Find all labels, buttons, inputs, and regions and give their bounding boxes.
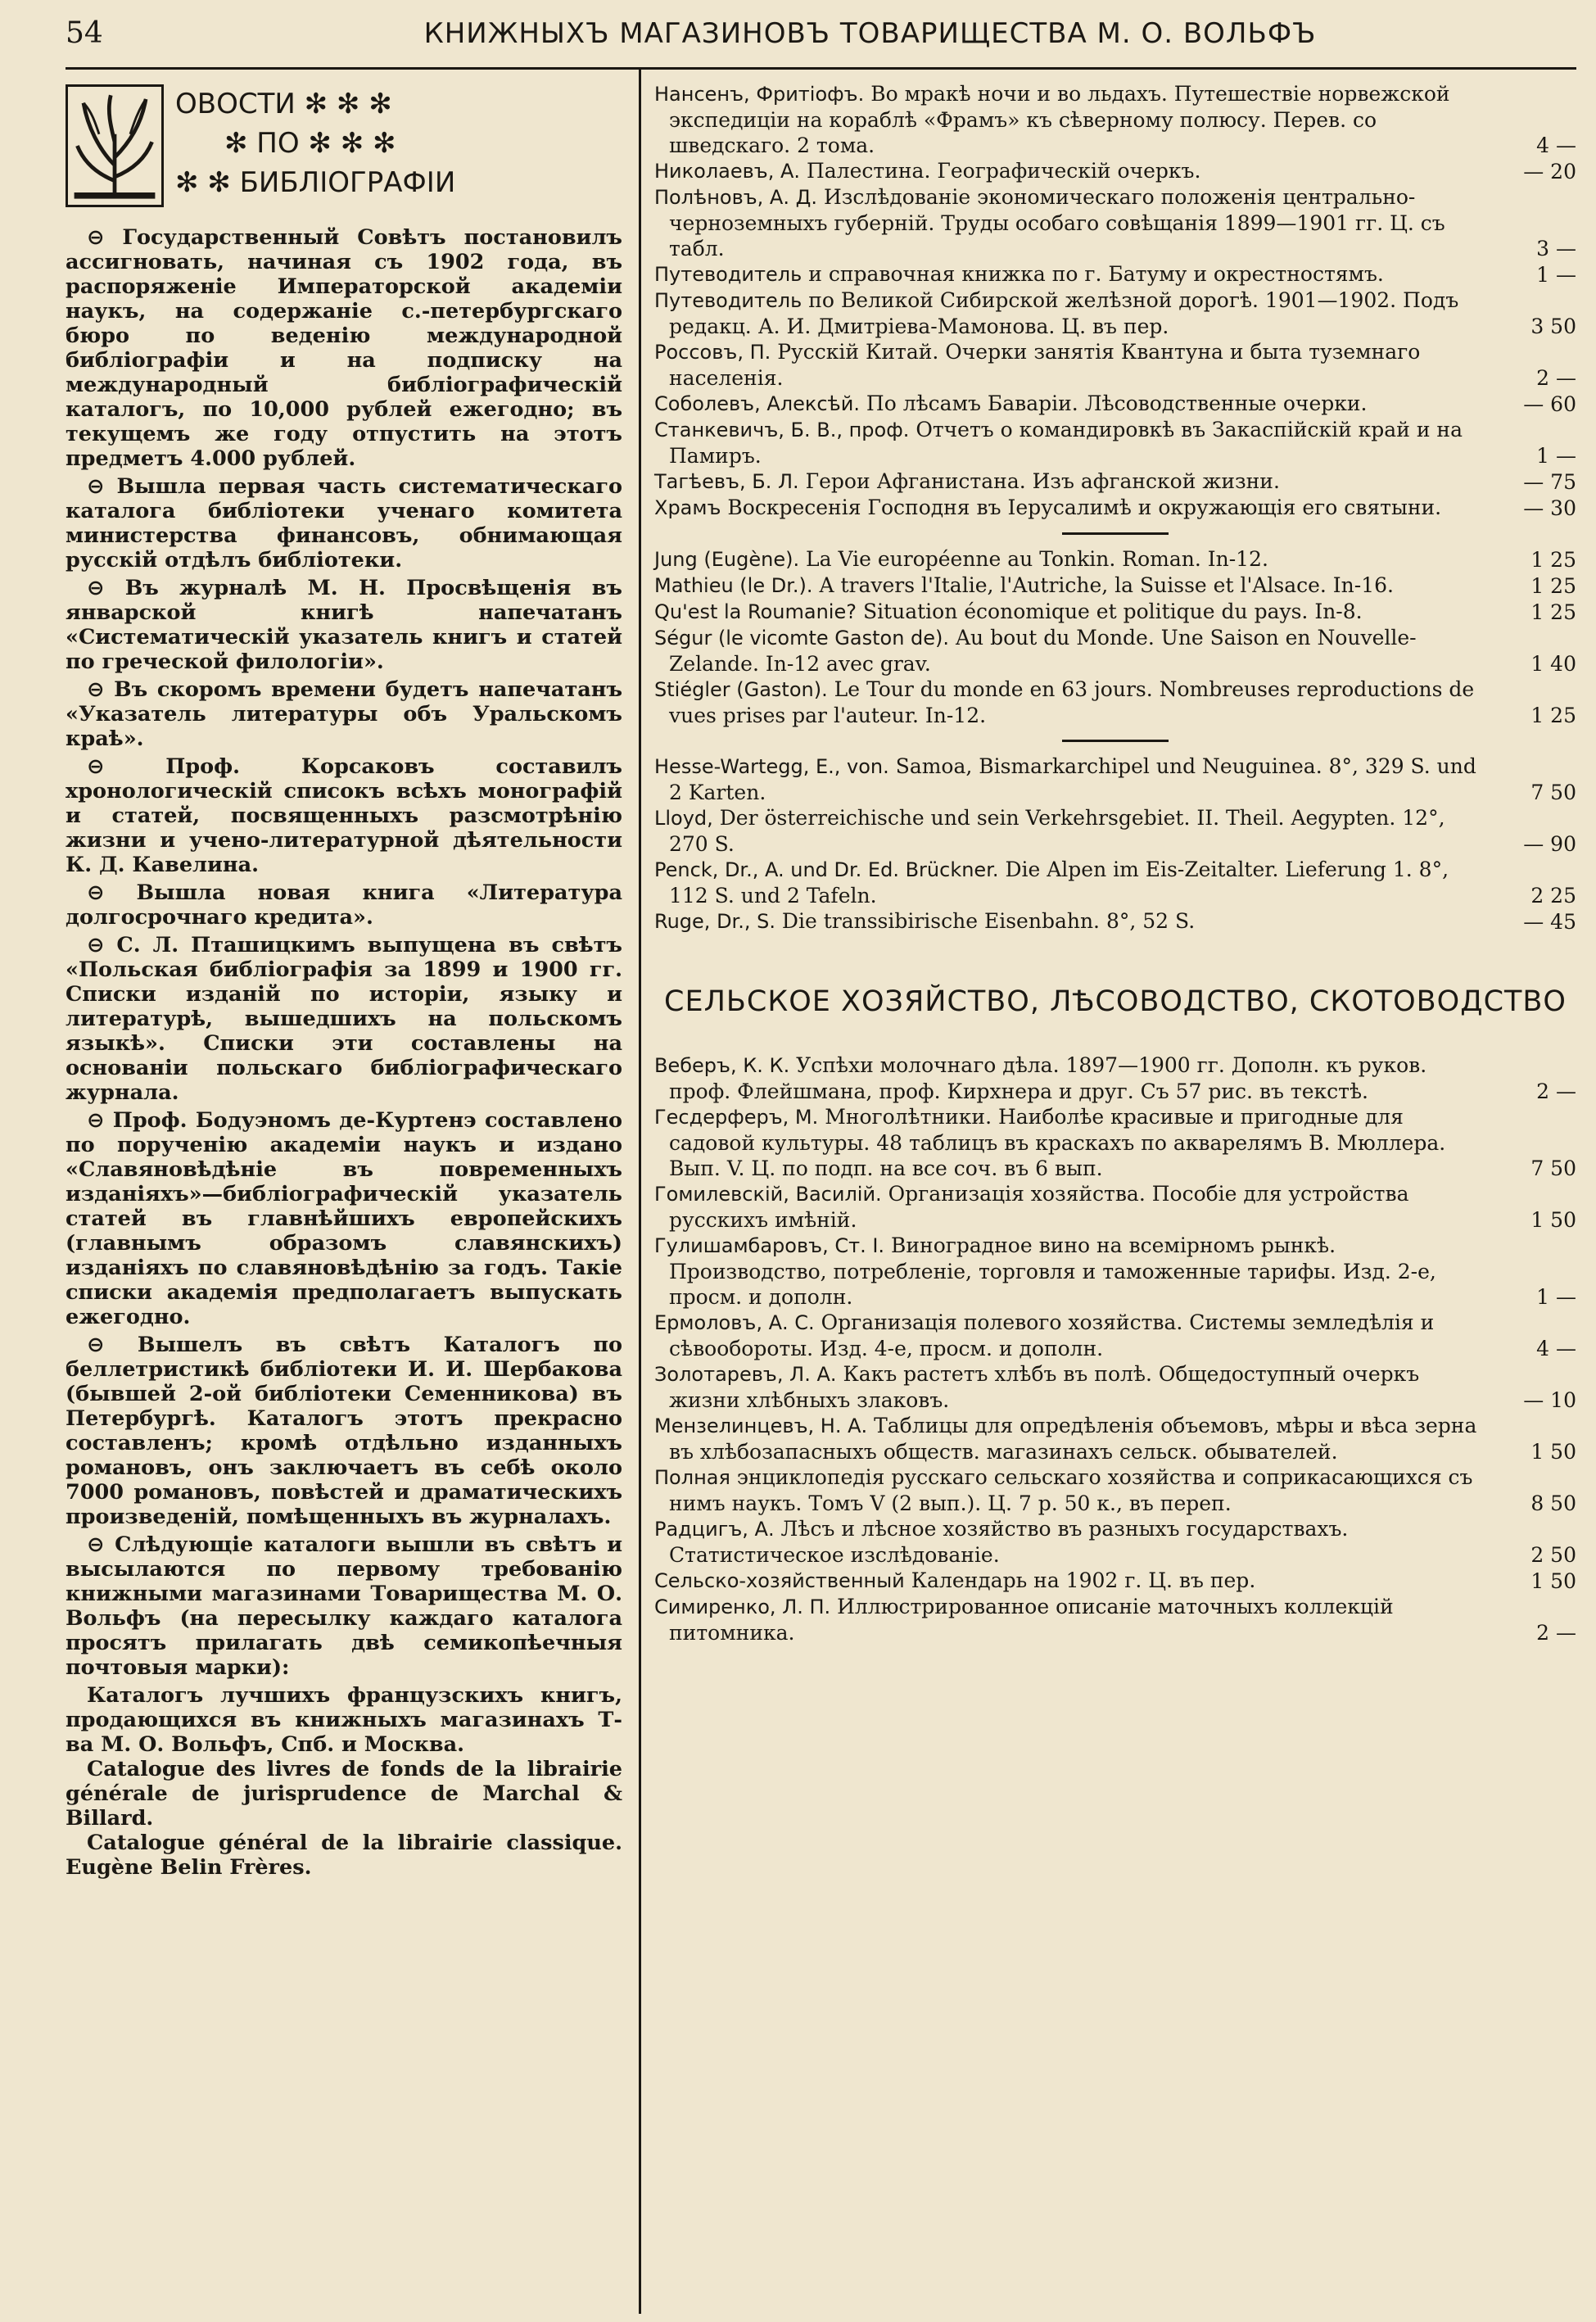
entry-author: Qu'est la Roumanie? [654,600,857,623]
book-entry [654,468,1576,495]
entry-title: Календарь на 1902 г. Ц. въ пер. [911,1568,1256,1592]
entry-author: Симиренко, Л. П. [654,1596,831,1618]
entry-price: — 90 [1523,832,1576,856]
entry-group-german [654,754,1576,935]
book-entry [654,1516,1576,1568]
book-entry [654,1233,1576,1310]
entry-author: Полная [654,1466,730,1489]
bullet-mark-icon: ⊖ [87,576,125,600]
entry-price: 1 50 [1530,1208,1576,1232]
bullet-mark-icon: ⊖ [87,474,117,499]
news-item [66,1333,622,1529]
entry-title: Организація хозяйства. Пособіе для устройства русскихъ имѣній. [669,1182,1409,1232]
book-entry [654,339,1576,391]
book-entry [654,417,1576,468]
book-entry [654,1310,1576,1361]
banner-line-2: ✻ ПО ✻ ✻ ✻ [224,127,396,160]
entry-author: Сельско-хозяйственный [654,1569,905,1592]
book-entry [654,908,1576,935]
book-entry [654,1568,1576,1594]
entry-price: — 75 [1523,470,1576,494]
entry-author: Храмъ [654,496,721,519]
entry-title: энциклопедія русскаго сельскаго хозяйства и соприкасающихся съ нимъ наукъ. Томъ V (2 вып.). Ц. 7 р. 50 к., въ переп. [669,1465,1473,1515]
news-item [66,880,622,930]
book-entry [654,1594,1576,1645]
entry-price: 3 50 [1530,315,1576,338]
entry-price: 4 — [1536,134,1576,157]
news-item [66,933,622,1105]
entry-title: Русскій Китай. Очерки занятія Квантуна и быта туземнаго населенія. [669,340,1421,390]
book-entry [654,1361,1576,1413]
entry-author: Ruge, Dr., S. [654,910,775,933]
entry-title: Отчетъ о командировкѣ въ Закаспійскій край и на Памиръ. [669,418,1463,468]
entry-group-russian-travel [654,81,1576,521]
news-item-text: Проф. Корсаковъ составилъ хронологическій списокъ всѣхъ монографій и статей, посвященныхъ разсмотрѣнію жизни и учено-литературной дѣятельности К. Д. Кавелина. [66,754,622,877]
news-item [66,1108,622,1329]
entry-price: 4 — [1536,1337,1576,1360]
news-item [66,677,622,751]
book-entry [654,599,1576,625]
news-item [66,225,622,471]
bullet-mark-icon: ⊖ [87,754,166,779]
catalog-item: Каталогъ лучшихъ французскихъ книгъ, продающихся въ книжныхъ магазинахъ Т-ва М. О. Вольфъ, Спб. и Москва. [66,1683,622,1757]
bullet-mark-icon: ⊖ [87,880,137,905]
entry-title: Таблицы для опредѣленія объемовъ, мѣры и вѣса зерна въ хлѣбозапасныхъ обществ. магазинахъ сельск. обывателей. [669,1414,1477,1464]
entry-author: Stiégler (Gaston). [654,678,828,701]
book-entry [654,184,1576,261]
book-entry [654,546,1576,573]
news-item [66,576,622,674]
entry-author: Нансенъ, Фритіофъ. [654,83,865,106]
catalog-list [66,1683,622,1880]
entry-author: Ермоловъ, А. С. [654,1311,815,1334]
entry-price: — 60 [1523,392,1576,416]
entry-group-agriculture [654,1052,1576,1645]
catalog-item: Catalogue général de la librairie classique. Eugène Belin Frères. [66,1831,622,1880]
entry-author: Hesse-Wartegg, E., von. [654,755,889,778]
banner-line-1: ОВОСТИ ✻ ✻ ✻ [175,88,392,120]
entry-author: Mathieu (le Dr.). [654,574,813,597]
entry-title: Au bout du Monde. Une Saison en Nouvelle-Zelande. In-12 avec grav. [669,626,1417,676]
news-item [66,1532,622,1680]
news-item-text: С. Л. Пташицкимъ выпущена въ свѣтъ «Польская библіографія за 1899 и 1900 гг. Списки изданій по исторіи, языку и литературѣ, вышедшихъ на польскомъ языкѣ». Списки эти составлены на основаніи польскаго библіографическаго журнала. [66,933,622,1105]
book-entry [654,1181,1576,1233]
banner-title [175,84,622,215]
entry-title: Иллюстрированное описаніе маточныхъ коллекцій питомника. [669,1595,1394,1645]
entry-price: 2 25 [1530,884,1576,908]
running-title: КНИЖНЫХЪ МАГАЗИНОВЪ ТОВАРИЩЕСТВА М. О. ВОЛЬФЪ [423,17,1317,50]
page-header [66,16,1576,70]
bullet-mark-icon: ⊖ [87,225,123,250]
news-item-text: Вышла первая часть систематическаго каталога библіотеки ученаго комитета министерства финансовъ, обнимающая русскій отдѣлъ библіотеки. [66,474,623,573]
entry-author: Станкевичъ, Б. В., проф. [654,419,910,441]
news-banner [66,84,622,215]
news-list [66,225,622,1680]
book-entry [654,625,1576,677]
entry-price: 1 40 [1530,652,1576,676]
news-item-text: Вышла новая книга «Литература долгосрочнаго кредита». [66,880,622,930]
entry-title: Во мракѣ ночи и во льдахъ. Путешествіе норвежской экспедиціи на кораблѣ «Фрамъ» къ сѣверному полюсу. Перев. со шведскаго. 2 тома. [669,82,1450,157]
entry-author: Гесдерферъ, М. [654,1106,819,1129]
book-entry [654,81,1576,158]
entry-title: Воскресенія Господня въ Іерусалимѣ и окружающія его святыни. [727,496,1442,519]
entry-title: По лѣсамъ Баваріи. Лѣсоводственные очерки. [866,392,1368,415]
bullet-mark-icon: ⊖ [87,1108,113,1133]
bullet-mark-icon: ⊖ [87,1532,115,1557]
plant-initial-icon [66,84,164,207]
book-entry [654,857,1576,908]
bullet-mark-icon: ⊖ [87,933,117,957]
book-entry [654,158,1576,184]
entry-price: — 30 [1523,496,1576,520]
book-entry [654,287,1576,339]
page-number: 54 [66,16,103,50]
book-entry [654,1052,1576,1104]
entry-title: Виноградное вино на всемірномъ рынкѣ. Производство, потребленіе, торговля и таможенные тарифы. Изд. 2-е, просм. и дополн. [669,1233,1436,1309]
entry-price: 1 25 [1530,600,1576,624]
book-entry [654,391,1576,417]
entry-title: A travers l'Italie, l'Autriche, la Suisse et l'Alsace. In-16. [819,573,1394,597]
entry-title: Die transsibirische Eisenbahn. 8°, 52 S. [781,909,1196,933]
book-entry [654,261,1576,287]
entry-author: Путеводитель [654,263,803,286]
entry-author: Полѣновъ, А. Д. [654,186,817,209]
separator-rule [1062,532,1169,535]
separator-rule [1062,740,1169,742]
entry-price: 1 — [1536,444,1576,468]
entry-price: 2 — [1536,1080,1576,1103]
right-column [641,70,1576,2314]
book-entry [654,573,1576,599]
book-entry [654,677,1576,728]
entry-title: Организація полевого хозяйства. Системы земледѣлія и сѣвообороты. Изд. 4-е, просм. и дополн. [669,1310,1435,1360]
entry-author: Путеводитель [654,289,803,312]
entry-author: Радцигъ, А. [654,1518,775,1541]
entry-price: 2 — [1536,1621,1576,1645]
book-entry [654,1413,1576,1464]
entry-price: 1 50 [1530,1440,1576,1464]
entry-author: Соболевъ, Алексѣй. [654,392,860,415]
entry-group-french [654,546,1576,728]
news-item-text: Въ журналѣ М. Н. Просвѣщенія въ январской книгѣ напечатанъ «Систематическій указатель книгъ и статей по греческой филологіи». [66,576,622,674]
columns [66,70,1576,2314]
entry-author: Jung (Eugène). [654,548,800,571]
book-entry [654,754,1576,805]
entry-title: Успѣхи молочнаго дѣла. 1897—1900 гг. Дополн. къ руков. проф. Флейшмана, проф. Кирхнера и друг. Съ 57 рис. въ текстѣ. [669,1053,1427,1103]
entry-title: Le Tour du monde en 63 jours. Nombreuses reproductions de vues prises par l'auteur. In-12. [669,677,1475,727]
entry-price: 1 — [1536,263,1576,287]
entry-title: Situation économique et politique du pays. In-8. [862,600,1363,623]
entry-price: 2 50 [1530,1543,1576,1567]
entry-price: — 20 [1523,160,1576,183]
news-item [66,474,622,573]
bullet-mark-icon: ⊖ [87,677,115,702]
entry-price: 3 — [1536,237,1576,260]
entry-title: Герои Афганистана. Изъ афганской жизни. [805,469,1280,493]
news-item-text: Проф. Бодуэномъ де-Куртенэ составлено по порученію академіи наукъ и издано «Славяновѣдѣніе въ повременныхъ изданіяхъ»—библіографическій указатель статей въ главнѣйшихъ европейскихъ (главнымъ образомъ славянскихъ) изданіяхъ по славяновѣдѣнію за годъ. Такіе списки академія предполагаетъ выпускать ежегодно. [66,1108,622,1329]
entry-price: 1 — [1536,1285,1576,1309]
entry-author: Penck, Dr., A. und Dr. Ed. Brückner. [654,858,999,881]
section-title: СЕЛЬСКОЕ ХОЗЯЙСТВО, ЛѢСОВОДСТВО, СКОТОВОДСТВО [664,985,1567,1018]
entry-author: Мензелинцевъ, Н. А. [654,1414,868,1437]
entry-author: Гомилевскій, Василій. [654,1183,882,1206]
news-item-text: Государственный Совѣтъ постановилъ ассигновать, начиная съ 1902 года, въ распоряженіе Императорской академіи наукъ, на содержаніе с.-петербургскаго бюро по веденію международной библіографіи и на подписку на международный библіографическій каталогъ, по 10,000 рублей ежегодно; въ текущемъ же году отпустить на этотъ предметъ 4.000 рублей. [66,225,622,471]
entry-title: по Великой Сибирской желѣзной дорогѣ. 1901—1902. Подъ редакц. А. И. Дмитріева-Мамонова. Ц. въ пер. [669,288,1459,338]
entry-author: Россовъ, П. [654,341,771,364]
book-entry [654,1464,1576,1516]
entry-price: 2 — [1536,366,1576,390]
left-column [66,70,639,2314]
news-item-text: Вышелъ въ свѣтъ Каталогъ по беллетристикѣ библіотеки И. И. Шербакова (бывшей 2-ой библіотеки Семенникова) въ Петербургѣ. Каталогъ этотъ прекрасно составленъ; кромѣ отдѣльно изданныхъ романовъ, онъ заключаетъ въ себѣ около 7000 романовъ, повѣстей и драматическихъ произведеній, помѣщенныхъ въ журналахъ. [66,1333,623,1529]
entry-price: — 10 [1523,1388,1576,1412]
entry-author: Lloyd, [654,807,713,830]
entry-title: Лѣсъ и лѣсное хозяйство въ разныхъ государствахъ. Статистическое изслѣдованіе. [669,1517,1349,1567]
entry-price: 7 50 [1530,1156,1576,1180]
entry-author: Николаевъ, А. [654,160,801,183]
book-entry [654,805,1576,857]
entry-title: Палестина. Географическій очеркъ. [807,159,1201,183]
entry-title: и справочная книжка по г. Батуму и окрестностямъ. [808,262,1384,286]
entry-author: Тагѣевъ, Б. Л. [654,470,799,493]
entry-price: 7 50 [1530,781,1576,804]
entry-author: Ségur (le vicomte Gaston de). [654,627,950,650]
entry-author: Гулишамбаровъ, Ст. І. [654,1234,885,1257]
banner-line-3: ✻ ✻ БИБЛІОГРАФІИ [175,166,456,199]
entry-title: Die Alpen im Eis-Zeitalter. Lieferung 1. 8°, 112 S. und 2 Tafeln. [669,858,1449,908]
entry-author: Золотаревъ, Л. А. [654,1363,837,1386]
entry-title: Der österreichische und sein Verkehrsgebiet. II. Theil. Aegypten. 12°, 270 S. [669,806,1445,856]
entry-author: Веберъ, К. К. [654,1054,790,1077]
entry-price: 1 50 [1530,1569,1576,1593]
entry-title: Какъ растетъ хлѣбъ въ полѣ. Общедоступный очеркъ жизни хлѣбныхъ злаковъ. [669,1362,1420,1412]
book-entry [654,495,1576,521]
catalog-item: Catalogue des livres de fonds de la librairie générale de jurisprudence de Marchal & Billard. [66,1757,622,1831]
entry-price: 1 25 [1530,574,1576,598]
entry-price: 8 50 [1530,1491,1576,1515]
entry-title: Samoa, Bismarkarchipel und Neuguinea. 8°, 329 S. und 2 Karten. [669,754,1476,804]
bullet-mark-icon: ⊖ [87,1333,138,1357]
entry-title: Многолѣтники. Наиболѣе красивые и пригодные для садовой культуры. 48 таблицъ въ краскахъ по акварелямъ В. Мюллера. Вып. V. Ц. по подп. на все соч. въ 6 вып. [669,1105,1446,1180]
book-entry [654,1104,1576,1181]
entry-price: 1 25 [1530,548,1576,572]
news-item-text: Слѣдующіе каталоги вышли въ свѣтъ и высылаются по первому требованію книжными магазинами Товарищества М. О. Вольфъ (на пересылку каждаго каталога просятъ прилагать двѣ семикопѣечныя почтовыя марки): [66,1532,622,1680]
entry-price: 1 25 [1530,704,1576,727]
entry-title: La Vie européenne au Tonkin. Roman. In-12. [806,547,1268,571]
entry-title: Изслѣдованіе экономическаго положенія центрально-черноземныхъ губерній. Труды особаго совѣщанія 1899—1901 гг. Ц. съ табл. [669,185,1445,260]
news-item [66,754,622,877]
news-item-text: Въ скоромъ времени будетъ напечатанъ «Указатель литературы объ Уральскомъ краѣ». [66,677,623,751]
entry-price: — 45 [1523,910,1576,934]
